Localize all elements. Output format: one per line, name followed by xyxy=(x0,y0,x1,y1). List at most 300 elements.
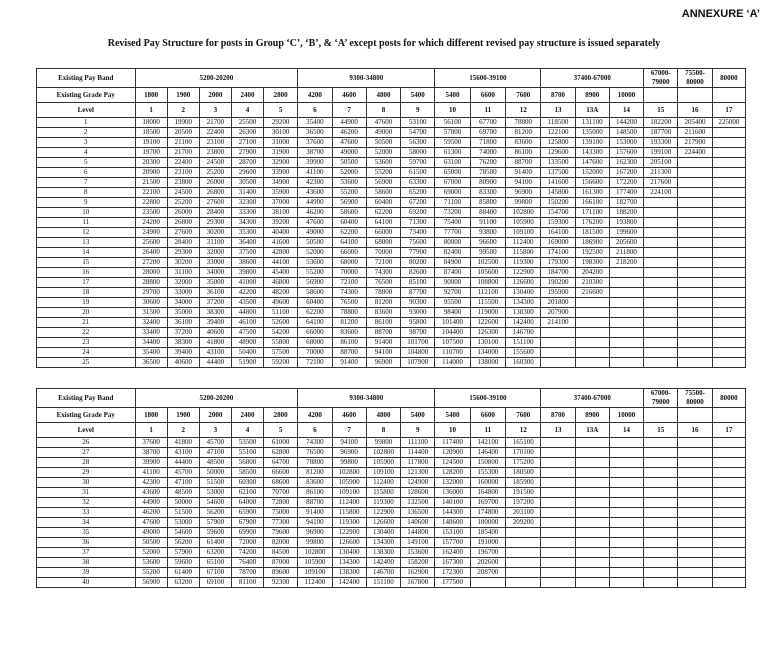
pay-cell xyxy=(644,278,678,288)
pay-band-cell: 75500-80000 xyxy=(678,389,712,408)
pay-cell xyxy=(644,458,678,468)
pay-cell: 133500 xyxy=(541,158,575,168)
pay-cell: 50500 xyxy=(332,158,366,168)
pay-cell: 138000 xyxy=(470,358,505,368)
pay-cell: 58600 xyxy=(332,208,366,218)
table-row xyxy=(37,448,746,458)
pay-cell xyxy=(506,548,541,558)
pay-cell: 44900 xyxy=(332,118,366,128)
pay-cell: 152000 xyxy=(575,168,609,178)
pay-cell: 62800 xyxy=(264,448,298,458)
pay-cell: 59700 xyxy=(401,158,435,168)
pay-cell: 37600 xyxy=(298,138,332,148)
level-cell: 13 xyxy=(541,423,575,438)
pay-cell: 155300 xyxy=(470,468,505,478)
pay-cell: 28000 xyxy=(135,268,167,278)
pay-cell: 208700 xyxy=(470,568,505,578)
pay-cell: 56100 xyxy=(435,118,470,128)
pay-cell xyxy=(609,288,643,298)
pay-cell xyxy=(506,528,541,538)
grade-pay-cell: 5400 xyxy=(401,408,435,423)
pay-cell: 160300 xyxy=(506,358,541,368)
pay-cell: 49000 xyxy=(298,228,332,238)
row-index: 32 xyxy=(37,498,136,508)
pay-cell: 110700 xyxy=(435,348,470,358)
level-cell: 13 xyxy=(541,103,575,118)
pay-cell: 141600 xyxy=(541,178,575,188)
pay-cell: 191500 xyxy=(506,488,541,498)
pay-cell: 96600 xyxy=(470,238,505,248)
pay-cell: 117800 xyxy=(401,458,435,468)
pay-cell: 115500 xyxy=(470,298,505,308)
pay-cell: 37500 xyxy=(231,248,263,258)
pay-cell: 49000 xyxy=(366,128,400,138)
table-row xyxy=(37,138,746,148)
pay-cell: 71800 xyxy=(470,138,505,148)
pay-cell: 91400 xyxy=(298,508,332,518)
pay-cell: 21100 xyxy=(167,138,199,148)
row-index: 6 xyxy=(37,168,136,178)
pay-cell: 144300 xyxy=(435,508,470,518)
pay-cell: 188200 xyxy=(609,208,643,218)
pay-cell xyxy=(541,438,575,448)
pay-cell: 39800 xyxy=(231,268,263,278)
pay-cell: 40600 xyxy=(167,358,199,368)
pay-cell: 99500 xyxy=(470,248,505,258)
pay-cell: 59200 xyxy=(264,358,298,368)
pay-cell: 60400 xyxy=(298,298,332,308)
grade-pay-cell: 4200 xyxy=(298,88,332,103)
pay-cell xyxy=(609,468,643,478)
pay-cell: 43600 xyxy=(135,488,167,498)
pay-cell: 138300 xyxy=(506,308,541,318)
pay-cell xyxy=(575,308,609,318)
pay-cell: 21500 xyxy=(135,178,167,188)
pay-cell: 51500 xyxy=(199,478,231,488)
pay-cell: 58000 xyxy=(401,148,435,158)
pay-cell: 35000 xyxy=(167,308,199,318)
pay-cell xyxy=(678,468,712,478)
pay-cell: 153100 xyxy=(435,528,470,538)
pay-band-cell: 9300-34800 xyxy=(298,389,435,408)
pay-cell: 190200 xyxy=(541,278,575,288)
pay-cell: 51500 xyxy=(167,508,199,518)
pay-cell: 99800 xyxy=(298,538,332,548)
pay-band-cell: 67000-79000 xyxy=(644,69,678,88)
pay-cell: 38700 xyxy=(298,148,332,158)
pay-cell: 92300 xyxy=(264,578,298,588)
pay-cell: 54200 xyxy=(264,328,298,338)
pay-cell xyxy=(541,518,575,528)
pay-cell: 122900 xyxy=(366,508,400,518)
pay-band-cell: 9300-34800 xyxy=(298,69,435,88)
pay-cell xyxy=(575,318,609,328)
pay-cell: 40400 xyxy=(264,228,298,238)
pay-cell: 182200 xyxy=(644,118,678,128)
pay-cell: 80000 xyxy=(435,238,470,248)
pay-cell xyxy=(678,478,712,488)
table-row xyxy=(37,218,746,228)
pay-cell xyxy=(575,518,609,528)
pay-cell: 161300 xyxy=(575,188,609,198)
grade-pay-label: Existing Grade Pay xyxy=(37,88,136,103)
table-row xyxy=(37,118,746,128)
pay-cell: 101700 xyxy=(401,338,435,348)
pay-cell: 91100 xyxy=(470,218,505,228)
pay-cell xyxy=(712,448,745,458)
pay-cell: 172300 xyxy=(435,568,470,578)
pay-cell: 74000 xyxy=(470,148,505,158)
pay-cell: 126600 xyxy=(506,278,541,288)
pay-cell: 112400 xyxy=(506,238,541,248)
pay-cell: 122600 xyxy=(470,318,505,328)
pay-cell: 45700 xyxy=(199,438,231,448)
grade-pay-cell: 1900 xyxy=(167,408,199,423)
pay-cell: 27100 xyxy=(231,138,263,148)
pay-cell: 75600 xyxy=(401,238,435,248)
pay-cell: 44900 xyxy=(135,498,167,508)
pay-cell xyxy=(712,578,745,588)
pay-cell xyxy=(644,238,678,248)
pay-cell: 56900 xyxy=(298,278,332,288)
pay-cell: 22400 xyxy=(199,128,231,138)
pay-cell: 135000 xyxy=(575,128,609,138)
row-index: 30 xyxy=(37,478,136,488)
pay-cell: 20500 xyxy=(167,128,199,138)
pay-cell xyxy=(678,528,712,538)
pay-cell: 140600 xyxy=(401,518,435,528)
pay-cell: 174100 xyxy=(541,248,575,258)
table-row xyxy=(37,258,746,268)
pay-cell: 64100 xyxy=(298,318,332,328)
pay-cell: 203100 xyxy=(506,508,541,518)
pay-cell xyxy=(506,538,541,548)
pay-cell: 26300 xyxy=(231,128,263,138)
pay-cell: 109100 xyxy=(332,488,366,498)
pay-cell: 37000 xyxy=(264,198,298,208)
grade-pay-cell: 2400 xyxy=(231,88,263,103)
pay-cell: 69200 xyxy=(401,208,435,218)
pay-cell: 43100 xyxy=(199,348,231,358)
pay-cell: 91400 xyxy=(506,168,541,178)
pay-cell: 79600 xyxy=(264,528,298,538)
pay-cell xyxy=(575,568,609,578)
pay-cell: 36100 xyxy=(167,318,199,328)
pay-cell: 26000 xyxy=(167,208,199,218)
grade-pay-cell: 4800 xyxy=(366,88,400,103)
row-index: 31 xyxy=(37,488,136,498)
pay-cell xyxy=(678,218,712,228)
level-cell: 16 xyxy=(678,423,712,438)
pay-cell: 130400 xyxy=(506,288,541,298)
pay-cell: 47600 xyxy=(298,218,332,228)
pay-cell: 33900 xyxy=(264,168,298,178)
pay-cell: 27600 xyxy=(167,228,199,238)
pay-cell: 78500 xyxy=(470,168,505,178)
pay-cell: 182700 xyxy=(609,198,643,208)
pay-cell: 56800 xyxy=(231,458,263,468)
pay-cell: 99800 xyxy=(366,438,400,448)
pay-cell: 35400 xyxy=(298,118,332,128)
pay-cell xyxy=(541,558,575,568)
pay-cell: 172200 xyxy=(609,178,643,188)
level-cell: 10 xyxy=(435,103,470,118)
row-index: 27 xyxy=(37,448,136,458)
pay-cell: 36500 xyxy=(298,128,332,138)
pay-cell: 24200 xyxy=(135,218,167,228)
pay-cell: 29700 xyxy=(135,288,167,298)
pay-cell xyxy=(712,218,745,228)
pay-cell: 90300 xyxy=(401,298,435,308)
pay-cell: 34400 xyxy=(135,338,167,348)
pay-cell: 98400 xyxy=(435,308,470,318)
pay-cell: 205400 xyxy=(678,118,712,128)
pay-cell: 42300 xyxy=(298,178,332,188)
pay-cell: 105900 xyxy=(506,218,541,228)
pay-cell xyxy=(712,128,745,138)
pay-cell: 169700 xyxy=(470,498,505,508)
table-row xyxy=(37,568,746,578)
pay-cell: 33000 xyxy=(167,288,199,298)
pay-cell xyxy=(644,538,678,548)
pay-cell: 25600 xyxy=(135,238,167,248)
pay-cell xyxy=(644,528,678,538)
pay-cell xyxy=(678,258,712,268)
row-index: 14 xyxy=(37,248,136,258)
pay-cell: 81200 xyxy=(298,468,332,478)
pay-cell xyxy=(678,538,712,548)
pay-cell: 84500 xyxy=(264,548,298,558)
pay-cell xyxy=(609,578,643,588)
pay-cell: 139100 xyxy=(575,138,609,148)
pay-cell xyxy=(712,278,745,288)
pay-cell xyxy=(575,528,609,538)
pay-cell xyxy=(678,488,712,498)
pay-cell: 38300 xyxy=(167,338,199,348)
pay-cell: 53100 xyxy=(401,118,435,128)
row-index: 33 xyxy=(37,508,136,518)
level-cell: 8 xyxy=(366,423,400,438)
pay-cell xyxy=(575,448,609,458)
pay-cell xyxy=(575,468,609,478)
pay-cell xyxy=(541,498,575,508)
pay-cell: 115800 xyxy=(366,488,400,498)
pay-cell: 67200 xyxy=(401,198,435,208)
grade-pay-cell: 1800 xyxy=(135,88,167,103)
pay-cell xyxy=(609,268,643,278)
pay-cell xyxy=(470,578,505,588)
pay-cell: 119000 xyxy=(470,308,505,318)
table-row xyxy=(37,458,746,468)
pay-cell xyxy=(678,158,712,168)
pay-cell: 134000 xyxy=(470,348,505,358)
pay-cell: 47600 xyxy=(332,138,366,148)
pay-cell: 95500 xyxy=(435,298,470,308)
pay-cell: 93000 xyxy=(401,308,435,318)
pay-cell xyxy=(575,578,609,588)
pay-band-cell: 15600-39100 xyxy=(435,389,541,408)
pay-cell: 156600 xyxy=(575,178,609,188)
row-index: 23 xyxy=(37,338,136,348)
pay-cell: 195900 xyxy=(541,288,575,298)
pay-cell: 77900 xyxy=(401,248,435,258)
pay-cell: 50000 xyxy=(167,498,199,508)
pay-cell: 53500 xyxy=(231,438,263,448)
pay-cell xyxy=(644,288,678,298)
pay-cell: 44400 xyxy=(199,358,231,368)
level-cell: 15 xyxy=(644,103,678,118)
pay-cell xyxy=(678,248,712,258)
pay-cell xyxy=(609,558,643,568)
grade-pay-cell: 2400 xyxy=(231,408,263,423)
pay-cell xyxy=(609,328,643,338)
pay-cell: 39900 xyxy=(135,458,167,468)
pay-cell: 38300 xyxy=(199,308,231,318)
pay-cell: 40600 xyxy=(199,328,231,338)
pay-cell: 45400 xyxy=(264,268,298,278)
pay-cell: 31900 xyxy=(264,148,298,158)
pay-cell xyxy=(609,518,643,528)
pay-cell: 122900 xyxy=(506,268,541,278)
pay-cell xyxy=(575,328,609,338)
pay-cell xyxy=(575,438,609,448)
pay-cell: 54600 xyxy=(167,528,199,538)
pay-cell: 184700 xyxy=(541,268,575,278)
pay-cell: 70000 xyxy=(366,248,400,258)
pay-cell: 122100 xyxy=(541,128,575,138)
pay-cell: 39900 xyxy=(298,158,332,168)
pay-cell: 87400 xyxy=(435,268,470,278)
pay-cell: 74300 xyxy=(298,438,332,448)
pay-cell: 83600 xyxy=(332,328,366,338)
pay-cell: 64100 xyxy=(366,218,400,228)
pay-cell: 120900 xyxy=(435,448,470,458)
pay-cell xyxy=(575,488,609,498)
row-index: 36 xyxy=(37,538,136,548)
pay-cell: 78800 xyxy=(366,288,400,298)
level-cell: 1 xyxy=(135,103,167,118)
pay-cell: 67100 xyxy=(199,568,231,578)
table-row xyxy=(37,438,746,448)
pay-cell: 75400 xyxy=(435,218,470,228)
pay-cell: 26800 xyxy=(199,188,231,198)
pay-cell xyxy=(609,498,643,508)
pay-cell: 22800 xyxy=(135,198,167,208)
pay-cell: 70000 xyxy=(298,348,332,358)
pay-cell: 94100 xyxy=(366,348,400,358)
pay-cell: 55200 xyxy=(332,188,366,198)
pay-cell: 119300 xyxy=(366,498,400,508)
row-index: 20 xyxy=(37,308,136,318)
pay-cell: 115800 xyxy=(332,508,366,518)
pay-cell: 112400 xyxy=(298,578,332,588)
pay-cell xyxy=(644,548,678,558)
grade-pay-cell: 4600 xyxy=(332,408,366,423)
row-index: 19 xyxy=(37,298,136,308)
pay-cell: 19100 xyxy=(135,138,167,148)
pay-cell: 118500 xyxy=(541,118,575,128)
pay-cell xyxy=(541,528,575,538)
pay-cell: 197200 xyxy=(506,498,541,508)
row-index: 25 xyxy=(37,358,136,368)
pay-cell: 209200 xyxy=(506,518,541,528)
pay-cell xyxy=(609,568,643,578)
pay-cell: 130100 xyxy=(470,338,505,348)
level-cell: 9 xyxy=(401,103,435,118)
pay-cell xyxy=(609,548,643,558)
pay-cell: 56900 xyxy=(135,578,167,588)
pay-cell: 136500 xyxy=(401,508,435,518)
pay-cell: 144800 xyxy=(401,528,435,538)
level-cell: 4 xyxy=(231,423,263,438)
pay-cell: 32000 xyxy=(199,248,231,258)
grade-pay-row xyxy=(37,88,746,103)
pay-cell: 36100 xyxy=(199,288,231,298)
pay-cell: 62200 xyxy=(298,308,332,318)
pay-cell xyxy=(644,208,678,218)
pay-cell: 83600 xyxy=(366,308,400,318)
pay-cell: 23800 xyxy=(167,178,199,188)
pay-cell: 31100 xyxy=(167,268,199,278)
pay-cell xyxy=(575,558,609,568)
grade-pay-cell xyxy=(644,88,678,103)
pay-band-cell: 15600-39100 xyxy=(435,69,541,88)
pay-cell: 49000 xyxy=(135,528,167,538)
pay-cell: 211300 xyxy=(644,168,678,178)
pay-cell: 41000 xyxy=(231,278,263,288)
pay-cell: 87700 xyxy=(401,288,435,298)
pay-cell: 207900 xyxy=(541,308,575,318)
pay-cell xyxy=(712,478,745,488)
pay-cell: 25200 xyxy=(167,198,199,208)
pay-cell: 38100 xyxy=(264,208,298,218)
pay-cell: 28700 xyxy=(231,158,263,168)
pay-cell: 49600 xyxy=(264,298,298,308)
pay-cell xyxy=(712,298,745,308)
grade-pay-cell: 10000 xyxy=(609,408,643,423)
pay-cell: 83600 xyxy=(298,478,332,488)
pay-cell: 61300 xyxy=(435,148,470,158)
pay-cell: 47100 xyxy=(199,448,231,458)
pay-cell: 50000 xyxy=(199,468,231,478)
row-index: 12 xyxy=(37,228,136,238)
pay-cell xyxy=(678,448,712,458)
pay-cell: 193300 xyxy=(644,138,678,148)
level-cell: 6 xyxy=(298,103,332,118)
level-cell: 14 xyxy=(609,423,643,438)
table-row xyxy=(37,238,746,248)
table-row xyxy=(37,188,746,198)
pay-cell: 41800 xyxy=(167,438,199,448)
pay-cell: 30500 xyxy=(231,178,263,188)
pay-cell: 109100 xyxy=(506,228,541,238)
pay-cell: 56300 xyxy=(401,138,435,148)
pay-cell xyxy=(678,568,712,578)
pay-cell: 96900 xyxy=(506,188,541,198)
pay-cell: 23500 xyxy=(135,208,167,218)
pay-cell xyxy=(712,348,745,358)
grade-pay-cell: 6600 xyxy=(470,408,505,423)
pay-cell: 74300 xyxy=(332,288,366,298)
pay-cell xyxy=(644,438,678,448)
pay-cell xyxy=(541,348,575,358)
table-row xyxy=(37,178,746,188)
table-row xyxy=(37,468,746,478)
pay-cell: 148500 xyxy=(609,128,643,138)
level-cell: 3 xyxy=(199,423,231,438)
pay-cell xyxy=(575,508,609,518)
pay-cell: 47600 xyxy=(366,118,400,128)
